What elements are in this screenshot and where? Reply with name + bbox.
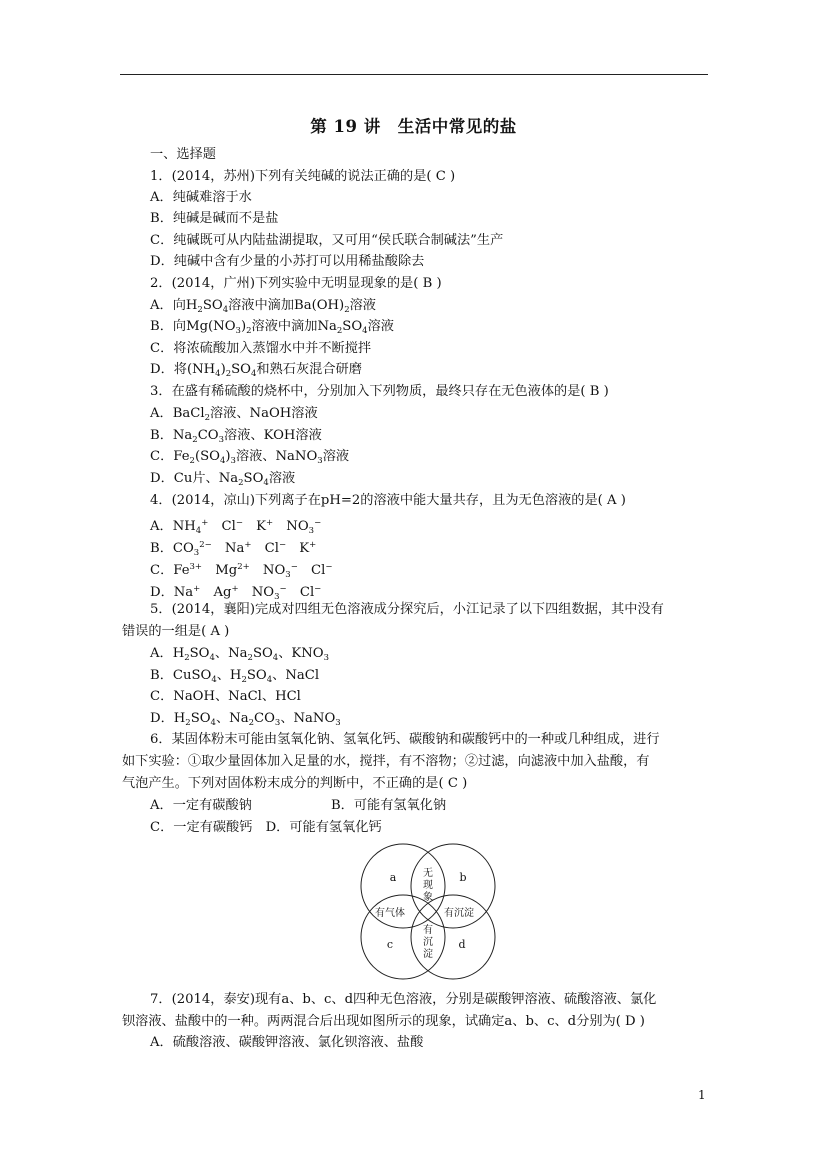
q6-stem-line2: 如下实验：①取少量固体加入足量的水，搅拌，有不溶物；②过滤，向滤液中加入盐酸，有	[122, 754, 650, 769]
q2-stem: 2．(2014，广州)下列实验中无明显现象的是( B )	[150, 276, 442, 291]
q7-stem-line1: 7．(2014，泰安)现有a、b、c、d四种无色溶液，分别是碳酸钾溶液、硫酸溶液、氯化	[150, 992, 657, 1007]
q3-stem: 3．在盛有稀硫酸的烧杯中，分别加入下列物质，最终只存在无色液体的是( B )	[150, 384, 609, 399]
q4-option-a: A．$NH_4^+$ Cl− K+ $NO_3^-$	[150, 518, 322, 536]
q5-stem-line2: 错误的一组是( A )	[122, 624, 230, 639]
q3-option-b: B．$Na_2CO_3$溶液、KOH溶液	[150, 428, 322, 445]
venn-label-d: d	[458, 938, 466, 951]
q5-option-d: D．$H_2SO_4$、$Na_2CO_3$、NaNO$_3$	[150, 711, 341, 728]
section-heading: 一、选择题	[150, 147, 216, 162]
q1-option-d: D．纯碱中含有少量的小苏打可以用稀盐酸除去	[150, 254, 425, 269]
q3-option-a: A．BaCl$_2$溶液、NaOH溶液	[150, 406, 318, 423]
q4-stem: 4．(2014，凉山)下列离子在pH=2的溶液中能大量共存，且为无色溶液的是( A )	[150, 493, 626, 508]
page-title: 第 19 讲 生活中常见的盐	[310, 117, 517, 136]
q7-stem-line2: 钡溶液、盐酸中的一种。两两混合后出现如图所示的现象，试确定a、b、c、d分别为( D )	[122, 1014, 645, 1029]
venn-label-c: c	[386, 938, 394, 951]
venn-cd-char-1: 有	[423, 925, 433, 936]
q2-option-c: C．将浓硫酸加入蒸馏水中并不断搅拌	[150, 341, 372, 356]
venn-ab-char-3: 象	[423, 892, 433, 903]
q5-stem-line1: 5．(2014，襄阳)完成对四组无色溶液成分探究后，小江记录了以下四组数据，其中没有	[150, 602, 664, 617]
q6-options-cd: C．一定有碳酸钙 D．可能有氢氧化钙	[150, 820, 382, 835]
venn-ac-label: 有气体	[375, 908, 405, 919]
q5-option-b: B．CuSO$_4$、$H_2SO_4$、NaCl	[150, 668, 320, 685]
venn-diagram	[360, 841, 496, 983]
q5-option-a: A．$H_2SO_4$、$Na_2SO_4$、$KNO_3$	[150, 646, 330, 663]
q1-option-b: B．纯碱是碱而不是盐	[150, 211, 279, 226]
venn-cd-char-3: 淀	[423, 949, 433, 960]
venn-bd-label: 有沉淀	[444, 908, 474, 919]
venn-label-b: b	[459, 871, 467, 884]
q3-option-c: C．$Fe_2(SO_4)_3$溶液、NaNO$_3$溶液	[150, 449, 350, 466]
q2-option-d: D．将$(NH_4)_2SO_4$和熟石灰混合研磨	[150, 362, 362, 379]
q6-stem-line1: 6．某固体粉末可能由氢氧化钠、氢氧化钙、碳酸钠和碳酸钙中的一种或几种组成，进行	[150, 732, 660, 747]
q1-option-a: A．纯碱难溶于水	[150, 190, 252, 205]
q2-option-a: A．向$H_2SO_4$溶液中滴加$Ba(OH)_2$溶液	[150, 298, 376, 315]
q4-option-d: D．Na+ Ag+ $NO_3^-$ Cl−	[150, 584, 322, 602]
q5-option-c: C．NaOH、NaCl、HCl	[150, 689, 301, 704]
q6-options-ab: A．一定有碳酸钠 B．可能有氢氧化钠	[150, 798, 447, 813]
q3-option-d: D．Cu片、$Na_2SO_4$溶液	[150, 471, 296, 488]
q6-stem-line3: 气泡产生。下列对固体粉末成分的判断中，不正确的是( C )	[122, 776, 468, 791]
page-number: 1	[698, 1088, 706, 1102]
q4-option-b: B．$CO_3^{2-}$ Na+ Cl− K+	[150, 540, 317, 558]
venn-cd-char-2: 沉	[423, 937, 433, 948]
q2-option-b: B．向$Mg(NO_3)_2$溶液中滴加$Na_2SO_4$溶液	[150, 319, 394, 336]
q1-stem: 1．(2014，苏州)下列有关纯碱的说法正确的是( C )	[150, 169, 456, 184]
venn-ab-char-1: 无	[423, 868, 433, 879]
venn-ab-char-2: 现	[423, 880, 433, 891]
header-rule	[120, 74, 708, 75]
q4-option-c: C．$Fe^{3+}$ $Mg^{2+}$ $NO_3^-$ Cl−	[150, 562, 333, 580]
venn-label-a: a	[389, 871, 397, 884]
q1-option-c: C．纯碱既可从内陆盐湖提取，又可用“侯氏联合制碱法”生产	[150, 233, 504, 248]
q7-option-a: A．硫酸溶液、碳酸钾溶液、氯化钡溶液、盐酸	[150, 1035, 424, 1050]
